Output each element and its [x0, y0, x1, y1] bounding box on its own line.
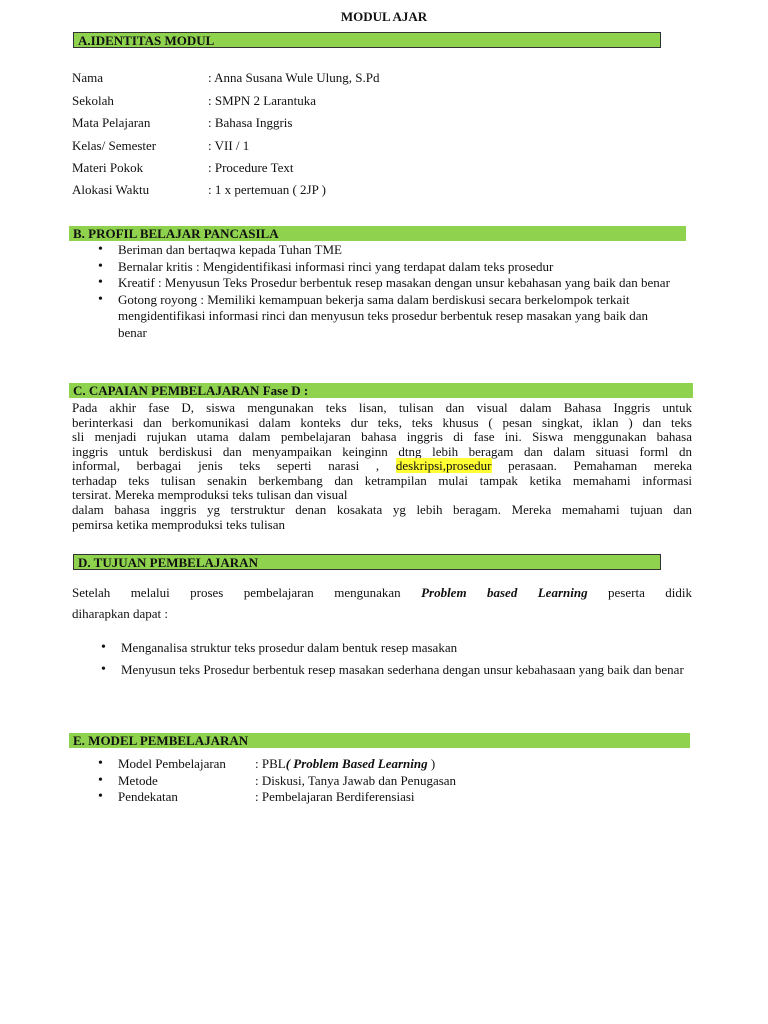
method-emphasis: Problem based Learning: [421, 585, 588, 600]
list-item: • Kreatif : Menyusun Teks Prosedur berbentuk resep masakan dengan unsur kebahasan yang baik dan benar: [93, 275, 688, 292]
objective-intro: [72, 582, 692, 624]
paragraph-line: diharapkan dapat :: [72, 606, 169, 621]
text-segment: peserta didik: [587, 585, 692, 600]
model-value: : Diskusi, Tanya Jawab dan Penugasan: [255, 772, 457, 788]
text-segment: Setelah melalui proses pembelajaran mengunakan: [72, 585, 422, 600]
identity-value: : 1 x pertemuan ( 2JP ): [208, 182, 326, 197]
text-segment: informal, berbagai jenis teks seperti narasi ,: [72, 458, 396, 473]
learning-outcome-paragraph: [72, 401, 692, 503]
highlighted-text: deskripsi,: [395, 458, 447, 473]
profile-list: [93, 242, 683, 341]
list-item: • Menganalisa struktur teks prosedur dalam bentuk resep masakan: [96, 637, 692, 659]
paragraph-line: inggris untuk berdiskusi dan menyampaikan keinginn dtng lebih beragam dan dalam situasi forml dn: [72, 443, 692, 459]
paragraph-line: sli menjadi rujukan utama dalam pembelajaran bahasa inggris di fase ini. Siswa menggunakan bahasa: [72, 429, 692, 444]
identity-value: : SMPN 2 Larantuka: [208, 93, 316, 108]
identity-value: : VII / 1: [208, 138, 250, 153]
paragraph-line: [72, 459, 692, 474]
identity-label: Materi Pokok: [72, 160, 144, 175]
list-item: • Gotong royong : Memiliki kemampuan bekerja sama dalam berdiskusi secara berkelompok terkait mengidentifikasi informasi rinci dan menyusun teks prosedur berbentuk resep masakan yang baik dan benar: [93, 292, 670, 342]
model-value: : PBL: [255, 756, 286, 771]
model-label: Model Pembelajaran: [118, 756, 226, 771]
section-d-header: D. TUJUAN PEMBELAJARAN: [73, 554, 661, 570]
learning-outcome-paragraph-2: [72, 502, 692, 532]
model-value-emphasis: ( Problem Based Learning: [285, 756, 428, 771]
list-item: • Beriman dan bertaqwa kepada Tuhan TME: [93, 242, 683, 259]
section-a-header: A.IDENTITAS MODUL: [73, 32, 661, 48]
paragraph-line: pemirsa ketika memproduksi teks tulisan: [72, 517, 286, 532]
model-label: Pendekatan: [118, 789, 178, 804]
list-item: • Bernalar kritis : Mengidentifikasi informasi rinci yang terdapat dalam teks prosedur: [93, 259, 683, 276]
model-list: [93, 756, 683, 806]
list-item: [93, 756, 683, 773]
paragraph-line: berinterkasi dan berkomunikasi dalam konteks dur teks, teks khusus ( pesan singkat, iklan ) dan teks: [72, 414, 692, 430]
list-item: [93, 773, 683, 790]
text-segment: perasaan. Pemahaman mereka: [491, 458, 692, 473]
identity-value: : Procedure Text: [208, 160, 294, 175]
section-b-header: B. PROFIL BELAJAR PANCASILA: [69, 226, 686, 241]
list-item: • Menyusun teks Prosedur berbentuk resep masakan sederhana dengan unsur kebahasaan yang baik dan benar: [96, 659, 692, 681]
model-value: ): [427, 756, 436, 771]
identity-label: Mata Pelajaran: [72, 115, 151, 130]
paragraph-line: [72, 582, 692, 603]
section-c-header: C. CAPAIAN PEMBELAJARAN Fase D :: [69, 383, 693, 398]
objective-list: [96, 637, 692, 681]
identity-value: : Anna Susana Wule Ulung, S.Pd: [208, 70, 380, 85]
paragraph-line: Pada akhir fase D, siswa mengunakan teks lisan, tulisan dan visual dalam Bahasa Inggris untuk: [72, 400, 692, 415]
identity-label: Sekolah: [72, 93, 114, 108]
identity-label: Alokasi Waktu: [72, 182, 150, 197]
paragraph-line: tersirat. Mereka memproduksi teks tulisan dan visual: [72, 487, 348, 502]
highlighted-text: prosedur: [446, 458, 492, 473]
document-title: MODUL AJAR: [340, 9, 428, 24]
model-label: Metode: [118, 772, 158, 788]
identity-label: Nama: [72, 70, 104, 85]
identity-label: Kelas/ Semester: [72, 138, 157, 153]
identity-value: : Bahasa Inggris: [208, 115, 293, 130]
section-e-header: E. MODEL PEMBELAJARAN: [69, 733, 690, 748]
model-value: : Pembelajaran Berdiferensiasi: [255, 789, 415, 804]
paragraph-line: dalam bahasa inggris yg terstruktur denan kosakata yg lebih beragam. Mereka memahami tujuan dan: [72, 502, 692, 517]
paragraph-line: terhadap teks tulisan senakin berkembang dan ketrampilan mulai tampak ketika memahami informasi: [72, 472, 692, 488]
list-item: [93, 789, 683, 806]
